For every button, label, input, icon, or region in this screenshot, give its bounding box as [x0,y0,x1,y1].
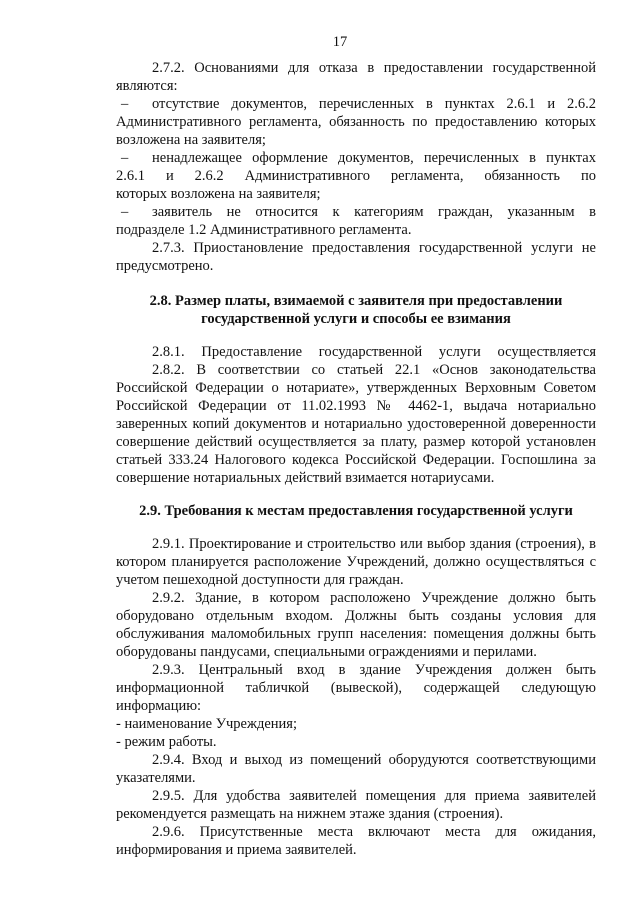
list-item-first-line [116,203,596,221]
text-line: оборудованы пандусами, специальными ограждениями и перилами. [116,644,537,660]
list-item-first-line [116,95,596,113]
refusal-ground-item-1 [116,95,596,149]
text-line: заявитель не относится к категориям граждан, указанным в [152,204,596,220]
text-line: предусмотрено. [116,258,214,274]
text-line: 2.9.1. Проектирование и строительство или выбор здания (строения), в [152,536,596,552]
text-line: информацию: [116,698,202,714]
text-line: 2.9.5. Для удобства заявителей помещения для приема заявителей [152,788,596,804]
text-line: 2.9.2. Здание, в котором расположено Учреждение должно быть [152,590,596,606]
paragraph-2-9-4 [116,751,596,787]
dash-bullet: – [121,150,129,166]
text-line: совершение нотариальных действий взимается нотариусами. [116,470,495,486]
page-number: 17 [332,34,348,50]
paragraph-2-7-2 [116,59,596,95]
text-line: подразделе 1.2 Административного регламента. [116,222,412,238]
page-content [116,59,596,859]
text-line: котором планируется расположение Учреждений, должно осуществляться с [116,554,596,570]
text-line: информационной табличкой (вывеской), содержащей следующую [116,680,596,696]
text-line: 2.9.3. Центральный вход в здание Учреждения должен быть [152,662,596,678]
text-line: заверенных копий документов и нотариально удостоверенной доверенности [116,416,596,432]
refusal-ground-item-3 [116,203,596,239]
text-line: Российской Федерации о нотариате», утвержденных Верховным Советом [116,380,596,396]
section-heading-2-8 [116,292,596,328]
section-heading-2-9 [116,502,596,520]
list-item: - режим работы. [116,734,217,750]
text-line: ненадлежащее оформление документов, перечисленных в пунктах [152,150,596,166]
text-line: являются: [116,78,178,94]
paragraph-2-9-2 [116,589,596,661]
sign-content-list [116,715,596,751]
section-heading-line: государственной услуги и способы ее взимания [201,311,511,327]
text-line: указателями. [116,770,196,786]
paragraph-2-9-6 [116,823,596,859]
text-line: 2.6.1 и 2.6.2 Административного регламента, обязанность по [116,168,596,184]
text-line: 2.9.6. Присутственные места включают места для ожидания, [152,824,596,840]
dash-bullet: – [121,204,129,220]
list-item: - наименование Учреждения; [116,716,297,732]
paragraph-2-8-1 [116,343,596,361]
paragraph-2-9-5 [116,787,596,823]
list-item-first-line [116,149,596,167]
text-line: 2.9.4. Вход и выход из помещений оборудуются соответствующими [152,752,596,768]
text-line: обслуживания маломобильных групп населения: помещения должны быть [116,626,596,642]
text-line: 2.8.2. В соответствии со статьей 22.1 «Основ законодательства [152,362,596,378]
text-line: которых возложена на заявителя; [116,186,321,202]
paragraph-2-9-1 [116,535,596,589]
section-heading-line: 2.8. Размер платы, взимаемой с заявителя при предоставлении [149,293,563,309]
text-line: 2.8.1. Предоставление государственной услуги осуществляется [152,344,596,360]
text-line: 2.7.2. Основаниями для отказа в предоставлении государственной [152,60,596,76]
text-line: Российской Федерации от 11.02.1993 № 4462-1, выдача нотариально [116,398,596,414]
paragraph-2-7-3 [116,239,596,275]
text-line: информирования и приема заявителей. [116,842,357,858]
paragraph-2-8-2 [116,361,596,487]
dash-bullet: – [121,96,129,112]
text-line: учетом пешеходной доступности для граждан. [116,572,404,588]
paragraph-2-9-3 [116,661,596,715]
text-line: рекомендуется размещать на нижнем этаже здания (строения). [116,806,504,822]
text-line: статьей 333.24 Налогового кодекса Российской Федерации. Госпошлина за [116,452,596,468]
text-line: отсутствие документов, перечисленных в пунктах 2.6.1 и 2.6.2 [152,96,596,112]
text-line: 2.7.3. Приостановление предоставления государственной услуги не [152,240,596,256]
section-heading-line: 2.9. Требования к местам предоставления государственной услуги [139,503,573,519]
text-line: совершение действий осуществляется за плату, размер которой установлен [116,434,596,450]
text-line: оборудовано отдельным входом. Должны быть созданы условия для [116,608,596,624]
text-line: Административного регламента, обязанность по предоставлению которых [116,114,596,130]
text-line: возложена на заявителя; [116,132,266,148]
refusal-ground-item-2 [116,149,596,203]
